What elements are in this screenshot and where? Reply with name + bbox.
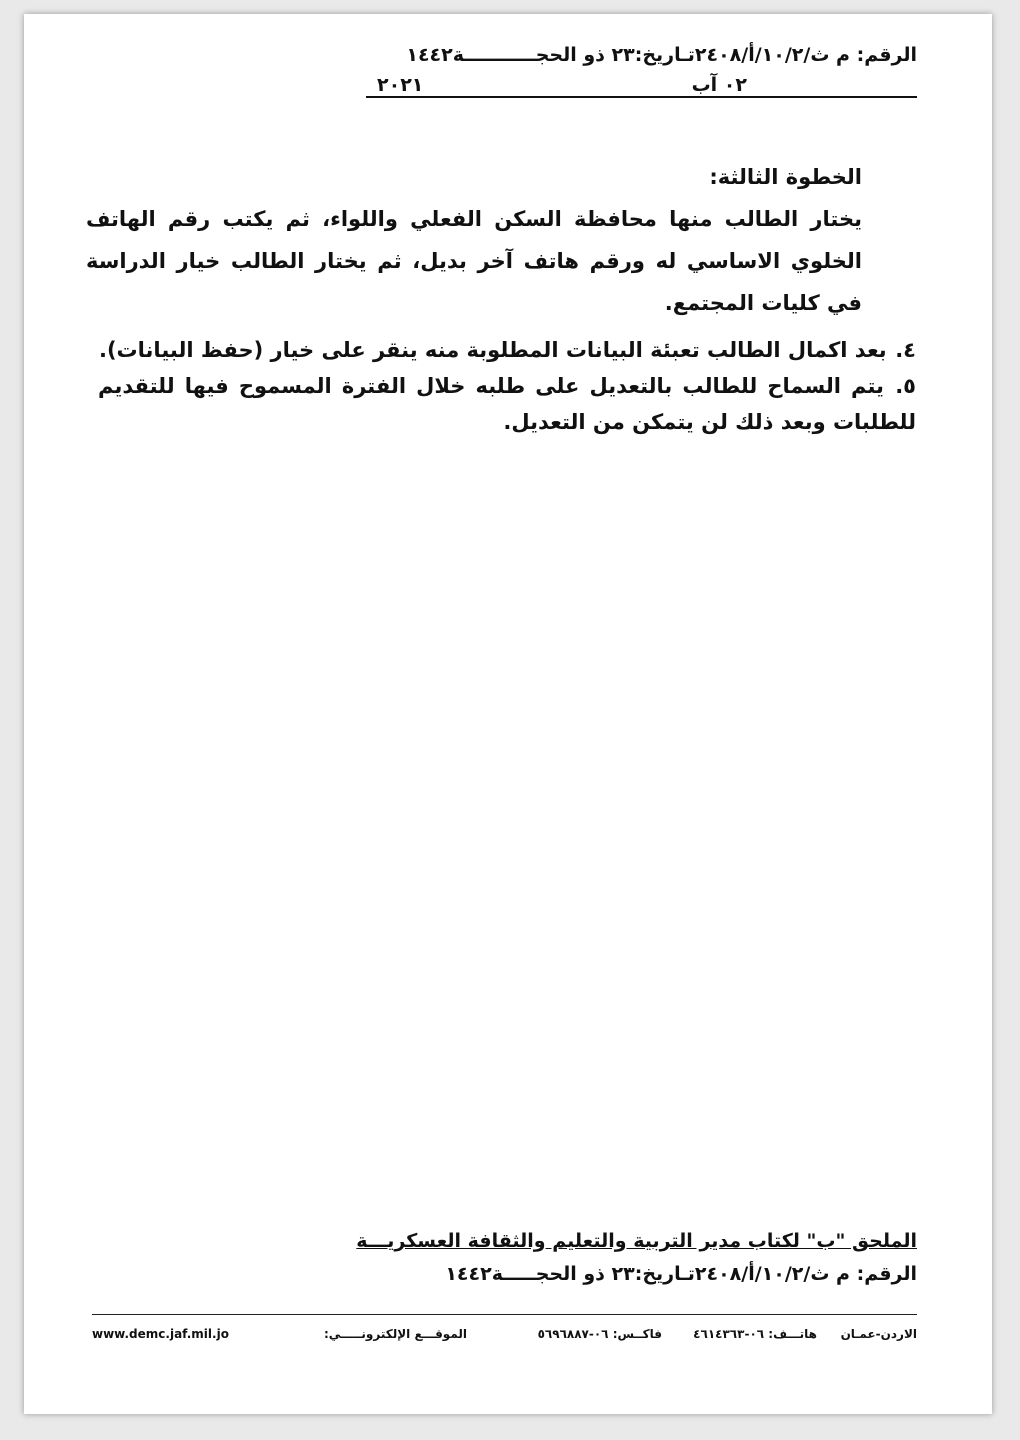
document-page (24, 14, 992, 1414)
instructions-list (98, 332, 916, 440)
footer (92, 1327, 917, 1349)
annex-reference: الرقم: م ث/١٠/٢/أ/٢٤٠٨تـاريخ:٢٣ ذو الحجـــــة١٤٤٢ (445, 1263, 917, 1285)
footer-website-label: الموقـــع الإلكترونـــــي: (323, 1327, 467, 1341)
footer-divider (92, 1314, 917, 1315)
annex-title: الملحق "ب" لكتاب مدير التربية والتعليم والثقافة العسكريـــة (356, 1230, 917, 1252)
step-three-section (86, 156, 862, 324)
header-reference: الرقم: م ث/١٠/٢/أ/٢٤٠٨تـاريخ:٢٣ ذو الحجـــــــــــة١٤٤٢ (406, 44, 917, 66)
list-item-number: ٥. (895, 374, 916, 398)
footer-location: الاردن-عمـان (840, 1327, 917, 1341)
footer-phone: هاتـــف: ٠٦-٤٦١٤٣٦٣ (693, 1327, 817, 1341)
list-item (98, 368, 916, 440)
header-divider (366, 96, 917, 98)
list-item (98, 332, 916, 368)
gregorian-year: ٢٠٢١ (377, 74, 424, 96)
list-item-text: بعد اكمال الطالب تعبئة البيانات المطلوبة منه ينقر على خيار (حفظ البيانات). (98, 338, 887, 362)
list-item-text: يتم السماح للطالب بالتعديل على طلبه خلال الفترة المسموح فيها للتقديم للطلبات وبعد ذلك لن يتمكن من التعديل. (98, 374, 916, 434)
gregorian-day: ٠٢ آب (691, 74, 747, 96)
step-text: يختار الطالب منها محافظة السكن الفعلي واللواء، ثم يكتب رقم الهاتف الخلوي الاساسي له ورقم هاتف آخر بديل، ثم يختار الطالب خيار الدراسة في كليات المجتمع. (86, 207, 862, 315)
list-item-number: ٤. (895, 338, 916, 362)
footer-website-link[interactable]: www.demc.jaf.mil.jo (92, 1327, 229, 1341)
step-title: الخطوة الثالثة: (709, 165, 862, 189)
footer-fax: فاكــس: ٠٦-٥٦٩٦٨٨٧ (537, 1327, 662, 1341)
